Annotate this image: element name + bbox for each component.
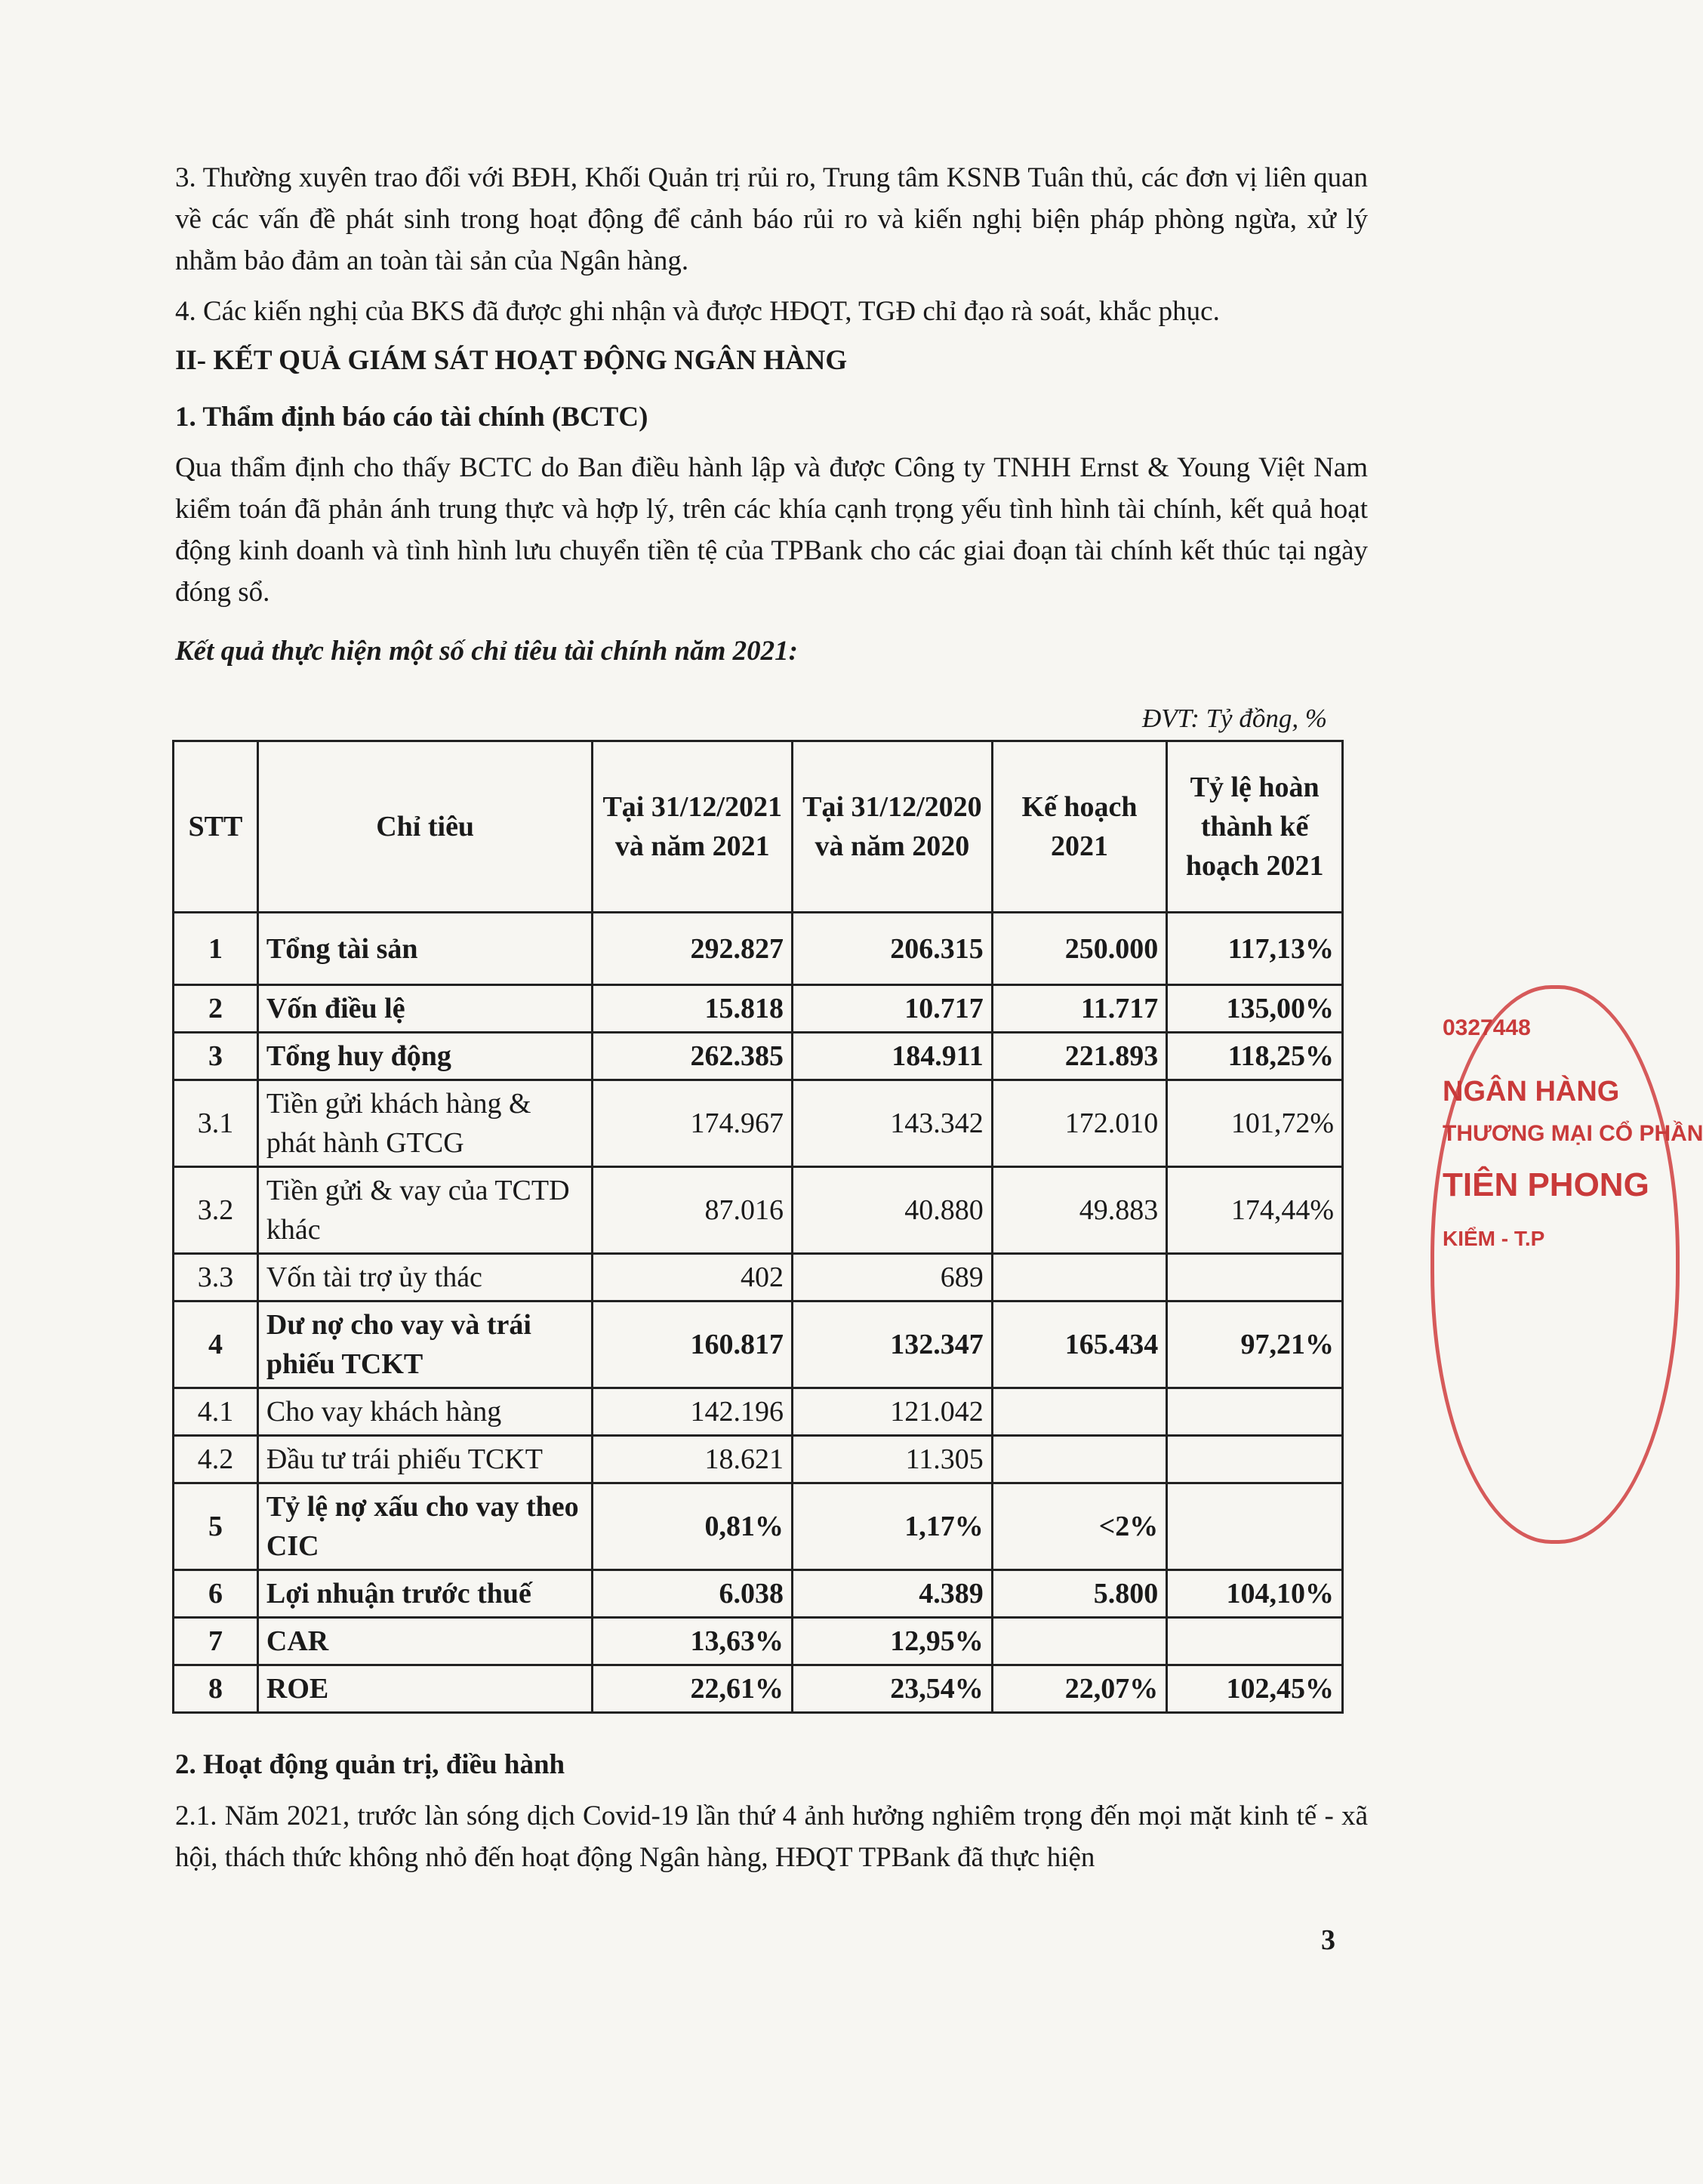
cell-indicator: Vốn tài trợ ủy thác: [257, 1254, 592, 1301]
cell-indicator: Tiền gửi & vay của TCTD khác: [257, 1167, 592, 1254]
cell-2021: 13,63%: [593, 1618, 793, 1665]
table-row: [174, 913, 1343, 985]
cell-2021: 402: [593, 1254, 793, 1301]
table-row: [174, 1388, 1343, 1436]
table-row: [174, 1570, 1343, 1618]
table-caption: Kết quả thực hiện một số chỉ tiêu tài chính năm 2021:: [175, 636, 798, 667]
cell-stt: 2: [174, 985, 258, 1033]
cell-indicator: Tổng huy động: [257, 1033, 592, 1080]
cell-plan: [992, 1388, 1167, 1436]
cell-rate: [1167, 1388, 1343, 1436]
cell-indicator: Tổng tài sản: [257, 913, 592, 985]
cell-2021: 6.038: [593, 1570, 793, 1618]
table-row: [174, 1167, 1343, 1254]
cell-plan: 49.883: [992, 1167, 1167, 1254]
cell-2021: 18.621: [593, 1436, 793, 1483]
table-row: [174, 1301, 1343, 1388]
cell-indicator: ROE: [257, 1665, 592, 1713]
cell-indicator: Cho vay khách hàng: [257, 1388, 592, 1436]
cell-2020: 206.315: [793, 913, 993, 985]
cell-rate: 117,13%: [1167, 913, 1343, 985]
paragraph-bctc: Qua thẩm định cho thấy BCTC do Ban điều hành lập và được Công ty TNHH Ernst & Young Việt Nam kiểm toán đã phản ánh trung thực và hợp lý, trên các khía cạnh trọng yếu tình hình tài chính, kết quả hoạt động kinh doanh và tình hình lưu chuyển tiền tệ của TPBank cho các giai đoạn tài chính kết thúc tại ngày đóng sổ.: [175, 452, 1368, 608]
cell-plan: 165.434: [992, 1301, 1167, 1388]
page-number: 3: [1321, 1924, 1335, 1956]
cell-2020: 132.347: [793, 1301, 993, 1388]
header-chi-tieu: Chỉ tiêu: [257, 741, 592, 913]
cell-plan: 5.800: [992, 1570, 1167, 1618]
cell-rate: [1167, 1254, 1343, 1301]
table-row: [174, 1080, 1343, 1167]
cell-indicator: Tiền gửi khách hàng & phát hành GTCG: [257, 1080, 592, 1167]
cell-plan: 172.010: [992, 1080, 1167, 1167]
paragraph-item-4: 4. Các kiến nghị của BKS đã được ghi nhận và được HĐQT, TGĐ chỉ đạo rà soát, khắc phục.: [175, 296, 1220, 327]
table-row: [174, 985, 1343, 1033]
cell-rate: 135,00%: [1167, 985, 1343, 1033]
cell-2020: 121.042: [793, 1388, 993, 1436]
cell-stt: 3.1: [174, 1080, 258, 1167]
cell-rate: 118,25%: [1167, 1033, 1343, 1080]
seal-line-5: KIỂM - T.P: [1443, 1227, 1545, 1250]
cell-plan: 22,07%: [992, 1665, 1167, 1713]
seal-line-3: THƯƠNG MẠI CỔ PHẦN: [1443, 1121, 1703, 1146]
seal-line-1: 0327448: [1443, 1015, 1531, 1040]
subsection-heading-2: 2. Hoạt động quản trị, điều hành: [175, 1749, 565, 1780]
cell-stt: 6: [174, 1570, 258, 1618]
cell-rate: [1167, 1436, 1343, 1483]
cell-2020: 23,54%: [793, 1665, 993, 1713]
cell-indicator: Dư nợ cho vay và trái phiếu TCKT: [257, 1301, 592, 1388]
cell-rate: 101,72%: [1167, 1080, 1343, 1167]
cell-2020: 143.342: [793, 1080, 993, 1167]
cell-rate: [1167, 1618, 1343, 1665]
cell-2020: 4.389: [793, 1570, 993, 1618]
cell-stt: 7: [174, 1618, 258, 1665]
cell-plan: [992, 1436, 1167, 1483]
cell-2020: 10.717: [793, 985, 993, 1033]
cell-indicator: Vốn điều lệ: [257, 985, 592, 1033]
cell-2020: 12,95%: [793, 1618, 993, 1665]
seal-line-2: NGÂN HÀNG: [1443, 1076, 1620, 1107]
table-header-row: [174, 741, 1343, 913]
table-row: [174, 1483, 1343, 1570]
cell-2021: 87.016: [593, 1167, 793, 1254]
cell-rate: 174,44%: [1167, 1167, 1343, 1254]
cell-2021: 15.818: [593, 985, 793, 1033]
cell-indicator: CAR: [257, 1618, 592, 1665]
cell-2021: 142.196: [593, 1388, 793, 1436]
cell-indicator: Tỷ lệ nợ xấu cho vay theo CIC: [257, 1483, 592, 1570]
cell-rate: 97,21%: [1167, 1301, 1343, 1388]
cell-rate: [1167, 1483, 1343, 1570]
cell-plan: 11.717: [992, 985, 1167, 1033]
cell-plan: <2%: [992, 1483, 1167, 1570]
cell-stt: 4.2: [174, 1436, 258, 1483]
cell-stt: 4.1: [174, 1388, 258, 1436]
table-row: [174, 1618, 1343, 1665]
cell-2021: 160.817: [593, 1301, 793, 1388]
cell-2021: 292.827: [593, 913, 793, 985]
financial-table: [172, 740, 1344, 1714]
cell-rate: 102,45%: [1167, 1665, 1343, 1713]
cell-plan: 250.000: [992, 913, 1167, 985]
seal-ring: [1430, 985, 1680, 1544]
table-body: [174, 913, 1343, 1713]
paragraph-governance: 2.1. Năm 2021, trước làn sóng dịch Covid-19 lần thứ 4 ảnh hưởng nghiêm trọng đến mọi mặt kinh tế - xã hội, thách thức không nhỏ đến hoạt động Ngân hàng, HĐQT TPBank đã thực hiện: [175, 1800, 1368, 1873]
subsection-heading-1: 1. Thẩm định báo cáo tài chính (BCTC): [175, 402, 648, 433]
cell-stt: 1: [174, 913, 258, 985]
cell-2021: 0,81%: [593, 1483, 793, 1570]
header-2020: Tại 31/12/2020 và năm 2020: [793, 741, 993, 913]
cell-stt: 3: [174, 1033, 258, 1080]
cell-stt: 4: [174, 1301, 258, 1388]
paragraph-item-3: 3. Thường xuyên trao đổi với BĐH, Khối Quản trị rủi ro, Trung tâm KSNB Tuân thủ, các đơn vị liên quan về các vấn đề phát sinh trong hoạt động để cảnh báo rủi ro và kiến nghị biện pháp phòng ngừa, xử lý nhằm bảo đảm an toàn tài sản của Ngân hàng.: [175, 162, 1368, 276]
cell-stt: 8: [174, 1665, 258, 1713]
company-seal: [1423, 985, 1703, 1544]
cell-2021: 174.967: [593, 1080, 793, 1167]
cell-2020: 40.880: [793, 1167, 993, 1254]
table-row: [174, 1254, 1343, 1301]
header-2021: Tại 31/12/2021 và năm 2021: [593, 741, 793, 913]
header-completion-rate: Tỷ lệ hoàn thành kế hoạch 2021: [1167, 741, 1343, 913]
section-heading: II- KẾT QUẢ GIÁM SÁT HOẠT ĐỘNG NGÂN HÀNG: [175, 345, 848, 376]
cell-stt: 3.2: [174, 1167, 258, 1254]
table-row: [174, 1665, 1343, 1713]
cell-plan: 221.893: [992, 1033, 1167, 1080]
unit-note: ĐVT: Tỷ đồng, %: [1142, 704, 1327, 733]
cell-rate: 104,10%: [1167, 1570, 1343, 1618]
cell-stt: 5: [174, 1483, 258, 1570]
header-plan-2021: Kế hoạch 2021: [992, 741, 1167, 913]
cell-2020: 689: [793, 1254, 993, 1301]
table-row: [174, 1033, 1343, 1080]
cell-indicator: Lợi nhuận trước thuế: [257, 1570, 592, 1618]
cell-plan: [992, 1254, 1167, 1301]
table-row: [174, 1436, 1343, 1483]
cell-stt: 3.3: [174, 1254, 258, 1301]
cell-2021: 262.385: [593, 1033, 793, 1080]
seal-line-4: TIÊN PHONG: [1443, 1166, 1649, 1203]
cell-2021: 22,61%: [593, 1665, 793, 1713]
cell-2020: 1,17%: [793, 1483, 993, 1570]
cell-2020: 184.911: [793, 1033, 993, 1080]
cell-indicator: Đầu tư trái phiếu TCKT: [257, 1436, 592, 1483]
cell-2020: 11.305: [793, 1436, 993, 1483]
header-stt: STT: [174, 741, 258, 913]
cell-plan: [992, 1618, 1167, 1665]
